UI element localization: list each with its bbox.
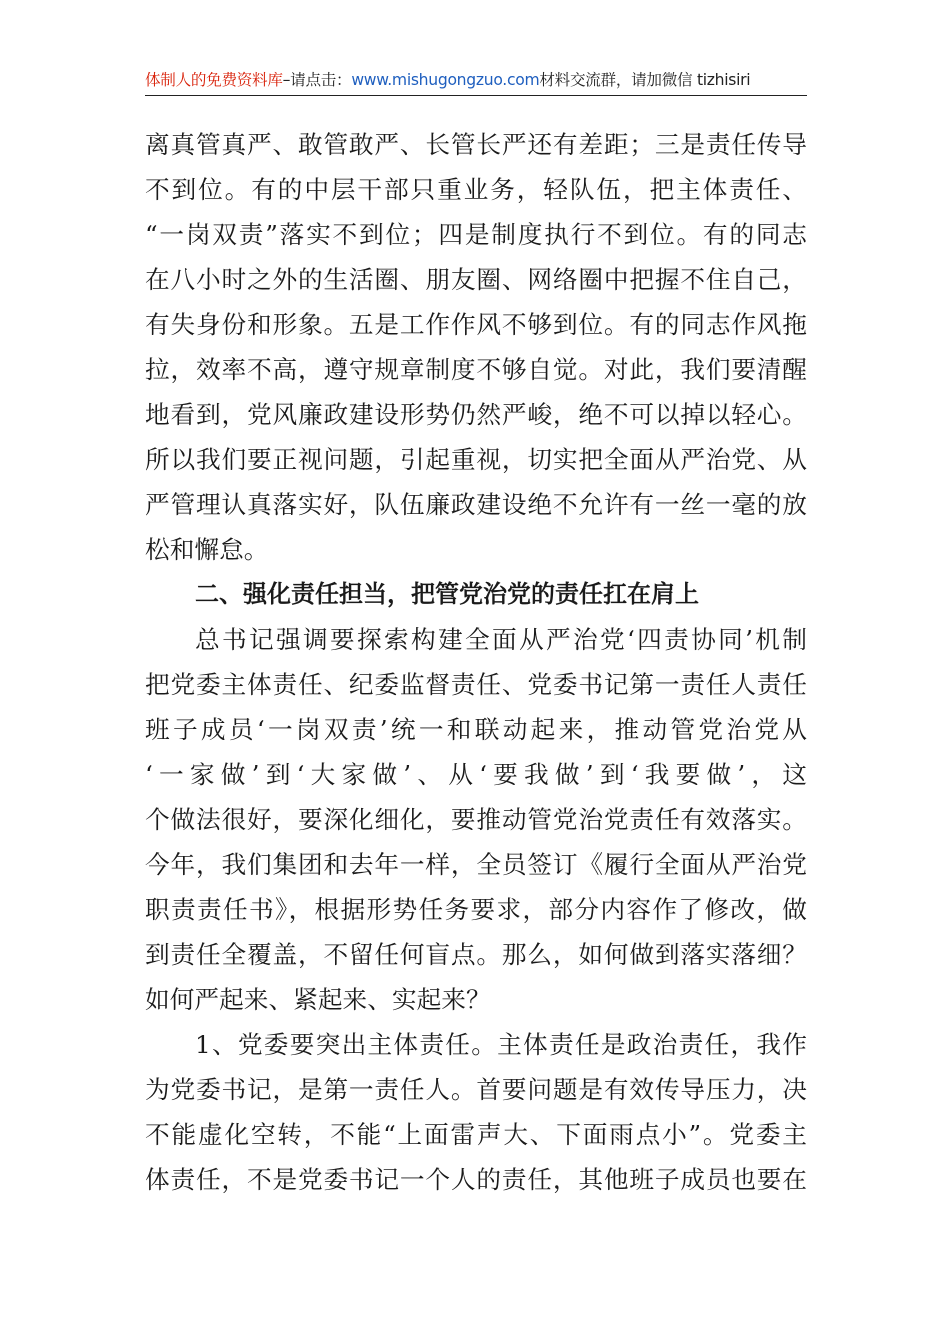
text-line: “一岗双责”落实不到位；四是制度执行不到位。有的同志 <box>145 220 807 249</box>
text-line: 个做法很好，要深化细化，要推动管党治党责任有效落实。 <box>145 805 807 834</box>
header-link[interactable]: www.mishugongzuo.com <box>351 71 540 89</box>
text-line: 为党委书记，是第一责任人。首要问题是有效传导压力，决 <box>145 1075 807 1104</box>
page-header <box>145 66 807 96</box>
header-prompt: –请点击： <box>282 71 352 89</box>
header-brand: 体制人的免费资料库 <box>145 71 283 89</box>
text-line: 如何严起来、紧起来、实起来？ <box>145 985 491 1014</box>
text-line: 到责任全覆盖，不留任何盲点。那么，如何做到落实落细？ <box>145 940 807 969</box>
text-line: 今年，我们集团和去年一样，全员签订《履行全面从严治党 <box>145 850 807 879</box>
text-line: 把党委主体责任、纪委监督责任、党委书记第一责任人责任 <box>145 670 807 699</box>
text-line: ‘一家做’到‘大家做’、从‘要我做’到‘我要做’，这 <box>145 760 807 789</box>
text-line: 拉，效率不高，遵守规章制度不够自觉。对此，我们要清醒 <box>145 355 807 384</box>
text-line: 总书记强调要探索构建全面从严治党‘四责协同’机制 <box>195 625 807 654</box>
text-line: 松和懈怠。 <box>145 535 269 564</box>
header-tail: 材料交流群，请加微信 tizhisiri <box>539 71 751 89</box>
text-line: 在八小时之外的生活圈、朋友圈、网络圈中把握不住自己， <box>145 265 807 294</box>
text-line: 所以我们要正视问题，引起重视，切实把全面从严治党、从 <box>145 445 807 474</box>
text-line: 地看到，党风廉政建设形势仍然严峻，绝不可以掉以轻心。 <box>145 400 807 429</box>
text-line: 班子成员‘一岗双责’统一和联动起来，推动管党治党从 <box>145 715 807 744</box>
text-line: 离真管真严、敢管敢严、长管长严还有差距；三是责任传导 <box>145 130 807 159</box>
text-line: 体责任，不是党委书记一个人的责任，其他班子成员也要在 <box>145 1165 807 1194</box>
text-line: 有失身份和形象。五是工作作风不够到位。有的同志作风拖 <box>145 310 807 339</box>
section-heading: 二、强化责任担当，把管党治党的责任扛在肩上 <box>195 580 699 608</box>
text-line: 1、党委要突出主体责任。主体责任是政治责任，我作 <box>195 1030 807 1059</box>
text-line: 职责责任书》，根据形势任务要求，部分内容作了修改，做 <box>145 895 807 924</box>
text-line: 严管理认真落实好，队伍廉政建设绝不允许有一丝一毫的放 <box>145 490 807 519</box>
document-body <box>145 122 807 1202</box>
text-line: 不到位。有的中层干部只重业务，轻队伍，把主体责任、 <box>145 175 807 204</box>
text-line: 不能虚化空转，不能“上面雷声大、下面雨点小”。党委主 <box>145 1120 807 1149</box>
